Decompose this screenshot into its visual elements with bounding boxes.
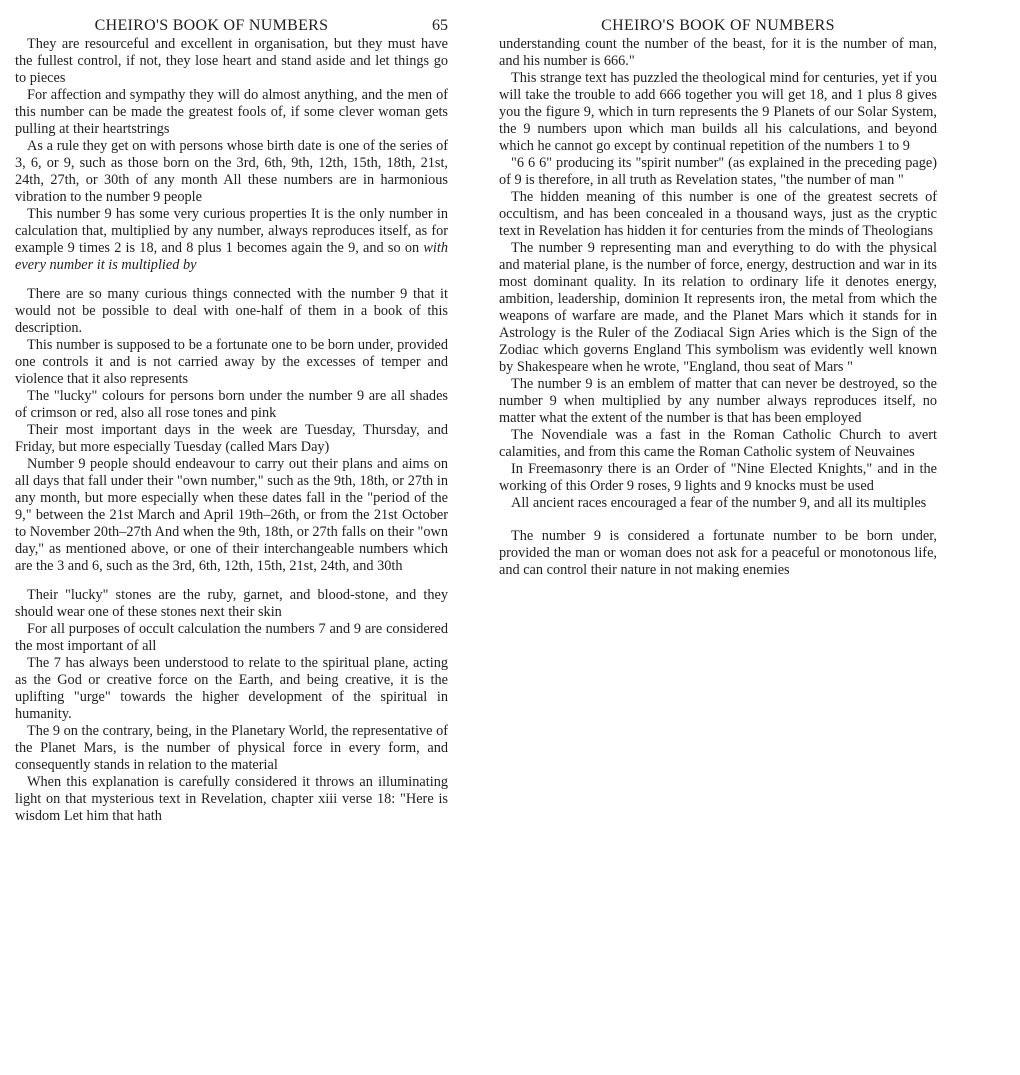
paragraph: This strange text has puzzled the theological mind for centuries, yet if you will take the trouble to add 666 together you will get 18, and 1 plus 8 gives you the figure 9, which in turn represents the 9 Planets of our Solar System, the 9 numbers upon which man builds all his calculations, and beyond which he cannot go except by continual repetition of the numbers 1 to 9 bbox=[499, 70, 937, 154]
paragraph: Their "lucky" stones are the ruby, garnet, and blood-stone, and they should wear one of these stones next their skin bbox=[15, 587, 448, 620]
page-header bbox=[499, 14, 937, 36]
italic-phrase: with every number it is multiplied by bbox=[15, 240, 448, 273]
paragraph: The 9 on the contrary, being, in the Planetary World, the representative of the Planet Mars, is the number of physical force in every form, and consequently stands in relation to the material bbox=[15, 723, 448, 773]
page-number: 65 bbox=[432, 17, 448, 34]
paragraph: For all purposes of occult calculation the numbers 7 and 9 are considered the most important of all bbox=[15, 621, 448, 654]
paragraph: As a rule they get on with persons whose birth date is one of the series of 3, 6, or 9, such as those born on the 3rd, 6th, 9th, 12th, 15th, 18th, 21st, 24th, 27th, or 30th of any month All these numbers are in harmonious vibration to the number 9 people bbox=[15, 138, 448, 205]
paragraph: For affection and sympathy they will do almost anything, and the men of this number can be made the greatest fools of, if some clever woman gets pulling at their heartstrings bbox=[15, 87, 448, 137]
running-title: CHEIRO'S BOOK OF NUMBERS bbox=[94, 17, 329, 34]
page-header bbox=[15, 14, 448, 36]
paragraph: The Novendiale was a fast in the Roman Catholic Church to avert calamities, and from this came the Roman Catholic system of Neuvaines bbox=[499, 427, 937, 460]
paragraph: "6 6 6" producing its "spirit number" (as explained in the preceding page) of 9 is therefore, in all truth as Revelation states, "the number of man " bbox=[499, 155, 937, 188]
right-page bbox=[499, 14, 937, 579]
running-title: CHEIRO'S BOOK OF NUMBERS bbox=[601, 17, 835, 34]
paragraph: The number 9 is considered a fortunate number to be born under, provided the man or woman does not ask for a peaceful or monotonous life, and can control their nature in not making enemies bbox=[499, 528, 937, 578]
paragraph: When this explanation is carefully considered it throws an illuminating light on that mysterious text in Revelation, chapter xiii verse 18: "Here is wisdom Let him that hath bbox=[15, 774, 448, 824]
paragraph: All ancient races encouraged a fear of the number 9, and all its multiples bbox=[511, 495, 927, 511]
paragraph: understanding count the number of the beast, for it is the number of man, and his number is 666." bbox=[499, 36, 937, 69]
paragraph: The number 9 is an emblem of matter that can never be destroyed, so the number 9 when multiplied by any number always reproduces itself, no matter what the extent of the number is that has been employed bbox=[499, 376, 937, 426]
paragraph: The hidden meaning of this number is one of the greatest secrets of occultism, and has been concealed in a thousand ways, just as the cryptic text in Revelation has hidden it for centuries from the minds of Theologians bbox=[499, 189, 937, 239]
paragraph: In Freemasonry there is an Order of "Nine Elected Knights," and in the working of this Order 9 roses, 9 lights and 9 knocks must be used bbox=[499, 461, 937, 494]
paragraph bbox=[15, 206, 448, 274]
paragraph: They are resourceful and excellent in organisation, but they must have the fullest control, if not, they lose heart and stand aside and let things go to pieces bbox=[15, 36, 448, 86]
paragraph: Number 9 people should endeavour to carry out their plans and aims on all days that fall under their "own number," such as the 9th, 18th, or 27th in any month, but more especially when these dates fall in the "period of the 9," between the 21st March and April 19th–26th, or from the 21st October to November 20th–27th And when the 9th, 18th, or 27th falls on their "own day," as mentioned above, or one of their interchangeable numbers which are the 3 and 6, such as the 3rd, 6th, 12th, 15th, 21st, 24th, and 30th bbox=[15, 456, 448, 574]
left-page bbox=[15, 14, 448, 825]
paragraph: The 7 has always been understood to relate to the spiritual plane, acting as the God or creative force on the Earth, and being creative, it is the uplifting "urge" towards the higher development of the spiritual in humanity. bbox=[15, 655, 448, 722]
paragraph: The number 9 representing man and everything to do with the physical and material plane, is the number of force, energy, destruction and war in its most dominant quality. In its relation to ordinary life it denotes energy, ambition, leadership, dominion It represents iron, the metal from which the weapons of warfare are made, and the Planet Mars which it stands for in Astrology is the Ruler of the Zodiacal Sign Aries which is the Sign of the Zodiac which governs England This symbolism was evidently well known by Shakespeare when he wrote, "England, thou seat of Mars " bbox=[499, 240, 937, 375]
paragraph: The "lucky" colours for persons born under the number 9 are all shades of crimson or red, also all rose tones and pink bbox=[15, 388, 448, 421]
paragraph-text: This number 9 has some very curious properties It is the only number in calculation that, multiplied by any number, always reproduces itself, as for example 9 times 2 is 18, and 8 plus 1 becomes again the 9, and so on bbox=[15, 206, 448, 256]
paragraph: This number is supposed to be a fortunate one to be born under, provided one controls it and is not carried away by the excesses of temper and violence that it also represents bbox=[15, 337, 448, 387]
paragraph: Their most important days in the week are Tuesday, Thursday, and Friday, but more especially Tuesday (called Mars Day) bbox=[15, 422, 448, 455]
paragraph: There are so many curious things connected with the number 9 that it would not be possible to deal with one-half of them in a book of this description. bbox=[15, 286, 448, 336]
